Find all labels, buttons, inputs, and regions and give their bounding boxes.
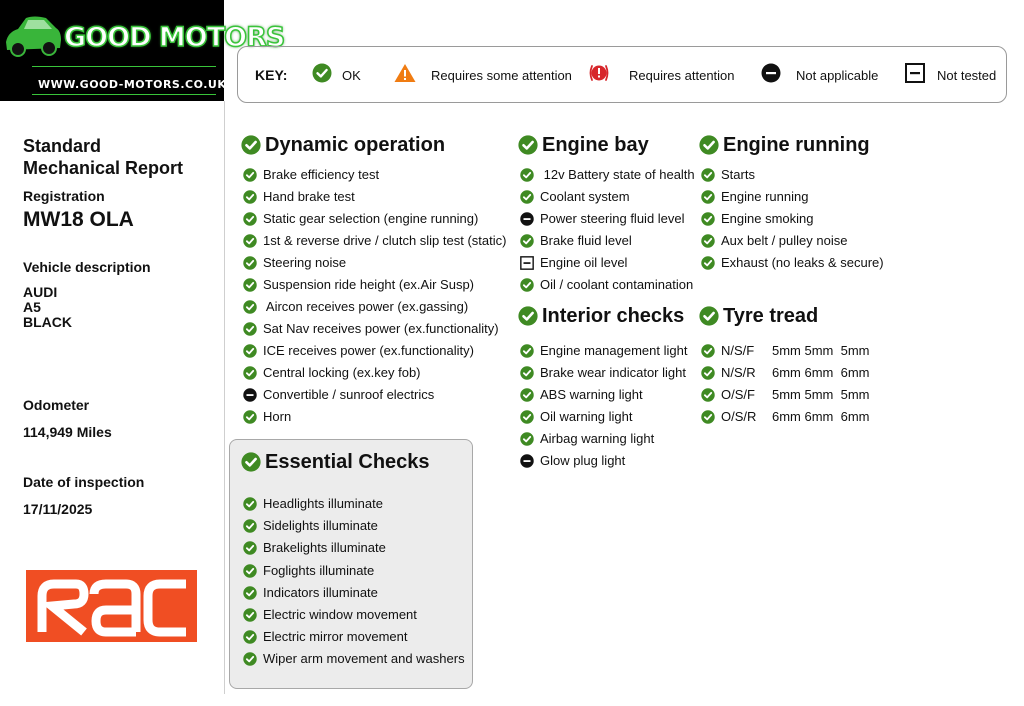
check-item-label: Headlights illuminate: [263, 496, 383, 511]
check-item-label: Aux belt / pulley noise: [721, 233, 848, 248]
check-item-label: Brakelights illuminate: [263, 540, 386, 555]
ok-icon: [520, 278, 534, 292]
ok-icon: [520, 432, 534, 446]
section-title: Engine running: [723, 134, 870, 156]
ok-icon: [701, 366, 715, 380]
check-item-label: Electric mirror movement: [263, 629, 408, 644]
ok-icon: [520, 344, 534, 358]
key-label-some-attention: Requires some attention: [431, 68, 572, 83]
ok-icon: [243, 564, 257, 578]
check-item-label: Horn: [263, 409, 292, 424]
ok-icon: [520, 234, 534, 248]
ok-icon: [241, 452, 261, 472]
not-applicable-icon: [761, 63, 781, 83]
check-item-label: Brake fluid level: [540, 233, 632, 248]
check-item-label: 1st & reverse drive / clutch slip test (static): [263, 233, 507, 248]
key-label-attention: Requires attention: [629, 68, 735, 83]
check-item-label: Sidelights illuminate: [263, 518, 378, 533]
section-title: Dynamic operation: [265, 134, 446, 156]
ok-icon: [243, 497, 257, 511]
check-item-label: Suspension ride height (ex.Air Susp): [263, 277, 475, 292]
vehicle-description-label: Vehicle description: [23, 259, 151, 275]
odometer-value: 114,949 Miles: [23, 424, 112, 440]
status-key: [237, 46, 1007, 103]
logo-rule: [32, 94, 216, 95]
check-item-label: Glow plug light: [540, 453, 626, 468]
check-item-label: Steering noise: [263, 255, 347, 270]
check-item-label: Engine smoking: [721, 211, 814, 226]
ok-icon: [243, 586, 257, 600]
ok-icon: [243, 630, 257, 644]
ok-icon: [243, 410, 257, 424]
check-item-label: Oil warning light: [540, 409, 633, 424]
check-item-label: Exhaust (no leaks & secure): [721, 255, 884, 270]
check-item-label: Power steering fluid level: [540, 211, 685, 226]
ok-icon: [241, 135, 261, 155]
ok-icon: [243, 541, 257, 555]
not-applicable-icon: [520, 454, 534, 468]
check-item-label: Static gear selection (engine running): [263, 211, 479, 226]
check-item-label: O/S/F: [721, 387, 755, 402]
check-item-label: Engine management light: [540, 343, 688, 358]
rac-logo-letters: [26, 570, 197, 642]
check-item-label: O/S/R: [721, 409, 757, 424]
ok-icon: [701, 410, 715, 424]
report-title-line1: Standard: [23, 136, 102, 156]
ok-icon: [520, 168, 534, 182]
not-tested-icon: [520, 256, 534, 270]
key-label-not-tested: Not tested: [937, 68, 997, 83]
ok-icon: [243, 322, 257, 336]
check-item-label: Hand brake test: [263, 189, 355, 204]
ok-icon: [701, 388, 715, 402]
ok-icon: [518, 135, 538, 155]
ok-icon: [312, 63, 332, 83]
check-item-label: Engine running: [721, 189, 809, 204]
ok-icon: [243, 212, 257, 226]
section-title: Engine bay: [542, 134, 649, 156]
check-item-label: Central locking (ex.key fob): [263, 365, 421, 380]
not-applicable-icon: [243, 388, 257, 402]
ok-icon: [243, 608, 257, 622]
rac-logo: [26, 570, 197, 642]
tyre-tread-values: 6mm 6mm 6mm: [772, 409, 870, 424]
check-item-label: Engine oil level: [540, 255, 628, 270]
check-item-label: Aircon receives power (ex.gassing): [263, 299, 469, 314]
check-item-label: ABS warning light: [540, 387, 643, 402]
ok-icon: [701, 190, 715, 204]
registration-value: MW18 OLA: [23, 208, 134, 231]
car-icon: [4, 12, 62, 62]
check-item-label: Sat Nav receives power (ex.functionality): [263, 321, 499, 336]
check-item-label: Airbag warning light: [540, 431, 655, 446]
ok-icon: [701, 344, 715, 358]
ok-icon: [243, 168, 257, 182]
ok-icon: [243, 300, 257, 314]
ok-icon: [243, 234, 257, 248]
tyre-tread-values: 5mm 5mm 5mm: [772, 387, 870, 402]
ok-icon: [701, 234, 715, 248]
ok-icon: [243, 344, 257, 358]
check-item-label: N/S/F: [721, 343, 755, 358]
check-item-label: ICE receives power (ex.functionality): [263, 343, 474, 358]
ok-icon: [520, 366, 534, 380]
ok-icon: [243, 366, 257, 380]
key-label-not-applicable: Not applicable: [796, 68, 879, 83]
warning-triangle-icon: [394, 63, 416, 83]
vehicle-colour: BLACK: [23, 314, 72, 330]
ok-icon: [518, 306, 538, 326]
section-title: Tyre tread: [723, 305, 819, 327]
ok-icon: [520, 388, 534, 402]
ok-icon: [701, 212, 715, 226]
ok-icon: [243, 278, 257, 292]
tyre-tread-values: 5mm 5mm 5mm: [772, 343, 870, 358]
report-title: [23, 135, 183, 179]
check-item-label: N/S/R: [721, 365, 756, 380]
ok-icon: [701, 168, 715, 182]
sidebar-divider: [224, 101, 225, 694]
ok-icon: [699, 306, 719, 326]
alert-icon: [586, 62, 612, 84]
tyre-tread-values: 6mm 6mm 6mm: [772, 365, 870, 380]
not-tested-icon: [905, 63, 925, 83]
brand-url: WWW.GOOD-MOTORS.CO.UK: [38, 78, 227, 91]
odometer-label: Odometer: [23, 397, 90, 413]
ok-icon: [243, 519, 257, 533]
check-item-label: Convertible / sunroof electrics: [263, 387, 435, 402]
check-item-label: Oil / coolant contamination: [540, 277, 694, 292]
check-item-label: Wiper arm movement and washers: [263, 651, 465, 666]
ok-icon: [243, 652, 257, 666]
check-item-label: Foglights illuminate: [263, 563, 375, 578]
ok-icon: [243, 190, 257, 204]
section-title: Essential Checks: [265, 451, 430, 473]
report-title-line2: Mechanical Report: [23, 158, 184, 178]
not-applicable-icon: [520, 212, 534, 226]
check-item-label: 12v Battery state of health: [540, 167, 695, 182]
ok-icon: [520, 190, 534, 204]
registration-label: Registration: [23, 188, 105, 204]
check-item-label: Brake wear indicator light: [540, 365, 686, 380]
vehicle-model: A5: [23, 299, 41, 315]
ok-icon: [520, 410, 534, 424]
ok-icon: [243, 256, 257, 270]
vehicle-description: [23, 285, 72, 330]
ok-icon: [701, 256, 715, 270]
vehicle-make: AUDI: [23, 284, 58, 300]
check-item-label: Starts: [721, 167, 755, 182]
check-item-label: Indicators illuminate: [263, 585, 378, 600]
check-item-label: Electric window movement: [263, 607, 417, 622]
inspection-date-value: 17/11/2025: [23, 501, 93, 517]
section-title: Interior checks: [542, 305, 685, 327]
logo-rule: [32, 66, 216, 67]
check-item-label: Brake efficiency test: [263, 167, 380, 182]
brand-name: GOOD MOTORS: [64, 22, 285, 53]
key-label-ok: OK: [342, 68, 361, 83]
key-title: KEY:: [255, 67, 288, 83]
check-item-label: Coolant system: [540, 189, 630, 204]
inspection-date-label: Date of inspection: [23, 474, 145, 490]
ok-icon: [699, 135, 719, 155]
